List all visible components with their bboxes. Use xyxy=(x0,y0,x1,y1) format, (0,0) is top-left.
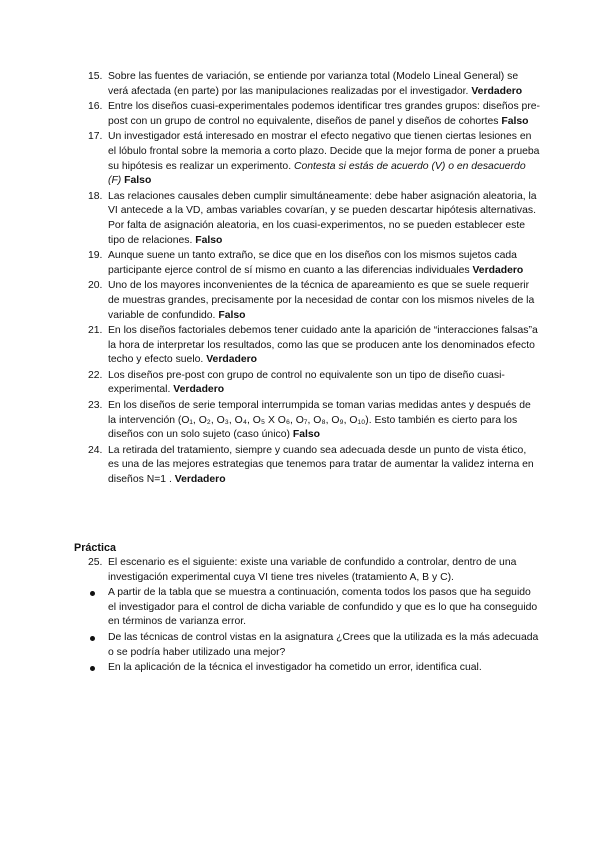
bullet-text: A partir de la tabla que se muestra a continuación, comenta todos los pasos que ha seguido el investigador para el control de dicha variable de confundido y que es lo que ha conseguido en términos de varianza error. xyxy=(108,587,538,628)
practica-bullet xyxy=(88,586,540,630)
question-25 xyxy=(88,556,540,585)
question-21 xyxy=(88,324,540,368)
question-text: Entre los diseños cuasi-experimentales podemos identificar tres grandes grupos: diseños pre-post con un grupo de control no equivalente, diseños de panel y diseños de cohortes xyxy=(108,101,541,127)
question-16 xyxy=(88,100,540,129)
practica-list xyxy=(88,556,540,677)
question-answer: Falso xyxy=(218,309,246,321)
question-text: Uno de los mayores inconvenientes de la técnica de apareamiento es que se suele requerir de muestras grandes, precisamente por la necesidad de contar con los mismos niveles de la variable de confundido. xyxy=(108,280,535,321)
bullet-dot-icon xyxy=(90,666,95,671)
bullet-dot-icon xyxy=(90,591,95,596)
question-24 xyxy=(88,444,540,488)
question-answer: Falso xyxy=(292,429,320,441)
question-number: 23. xyxy=(88,400,103,412)
question-text: El escenario es el siguiente: existe una variable de confundido a controlar, dentro de una investigación experimental cuya VI tiene tres niveles (tratamiento A, B y C). xyxy=(108,557,517,583)
practica-heading: Práctica xyxy=(74,542,117,554)
question-text: Las relaciones causales deben cumplir simultáneamente: debe haber asignación aleatoria, la VI antecede a la VD, ambas variables covarían, y se pueden descartar hipótesis alternativas. Por falta de asignación aleatoria, en los cuasi-experimentos, no se pueden establecer este tipo de relaciones. xyxy=(108,190,537,246)
question-list xyxy=(88,70,540,489)
question-text: Aunque suene un tanto extraño, se dice que en los diseños con los mismos sujetos cada participante ejerce control de sí mismo en cuanto a las diferencias individuales xyxy=(108,250,517,276)
practica-bullet xyxy=(88,631,540,660)
question-text: En los diseños factoriales debemos tener cuidado ante la aparición de “interacciones falsas”a la hora de interpretar los resultados, como las que se producen ante los denominados efecto techo y efecto suelo. xyxy=(108,325,538,366)
bullet-dot-icon xyxy=(90,636,95,641)
question-20 xyxy=(88,279,540,323)
question-answer: Falso xyxy=(501,115,529,127)
question-answer: Verdadero xyxy=(174,474,226,486)
question-answer: Falso xyxy=(124,175,152,187)
question-number: 15. xyxy=(88,71,103,82)
question-23 xyxy=(88,399,540,443)
question-answer: Verdadero xyxy=(206,354,258,366)
question-number: 16. xyxy=(88,101,103,113)
practica-bullet xyxy=(88,661,540,676)
question-number: 20. xyxy=(88,280,103,292)
bullet-text: En la aplicación de la técnica el investigador ha cometido un error, identifica cual. xyxy=(108,662,482,674)
question-number: 18. xyxy=(88,190,103,202)
question-number: 24. xyxy=(88,444,103,456)
question-number: 17. xyxy=(88,131,103,143)
question-17 xyxy=(88,130,540,188)
question-15 xyxy=(88,70,540,99)
question-answer: Falso xyxy=(195,234,223,246)
question-text: La retirada del tratamiento, siempre y cuando sea adecuada desde un punto de vista ético, es una de las mejores estrategias que tenemos para tratar de aumentar la validez interna en diseños N=1 . xyxy=(108,444,534,486)
question-number: 19. xyxy=(88,250,103,262)
question-text: Los diseños pre-post con grupo de control no equivalente son un tipo de diseño cuasi-experimental. xyxy=(108,369,505,396)
bullet-text: De las técnicas de control vistas en la asignatura ¿Crees que la utilizada es la más adecuada o se podría haber utilizado una mejor? xyxy=(108,631,539,658)
question-text: En los diseños de serie temporal interrumpida se toman varias medidas antes y después de la intervención (O₁, O₂, O₃, O₄, O₅ X O₆, O₇, O₈, O₉, O₁₀). Esto también es cierto para los diseños con un solo sujeto (caso único) xyxy=(108,400,531,441)
question-text: Un investigador está interesado en mostrar el efecto negativo que tienen ciertas lesiones en el lóbulo frontal sobre la memoria a corto plazo. Decide que la mejor forma de poner a prueba su hipótesis es realizar un experimento. xyxy=(108,131,540,172)
question-number: 22. xyxy=(88,369,103,381)
question-answer: Verdadero xyxy=(471,85,523,97)
question-19 xyxy=(88,249,540,278)
question-instruction: Contesta si estás de acuerdo (V) o en desacuerdo (F) xyxy=(108,160,526,187)
question-number: 25. xyxy=(88,557,103,568)
question-22 xyxy=(88,369,540,398)
question-answer: Verdadero xyxy=(472,264,524,276)
question-number: 21. xyxy=(88,325,103,337)
question-text: Sobre las fuentes de variación, se entiende por varianza total (Modelo Lineal General) se verá afectada (en parte) por las manipulaciones realizadas por el investigador. xyxy=(108,71,519,97)
question-18 xyxy=(88,190,540,248)
question-answer: Verdadero xyxy=(173,384,225,396)
